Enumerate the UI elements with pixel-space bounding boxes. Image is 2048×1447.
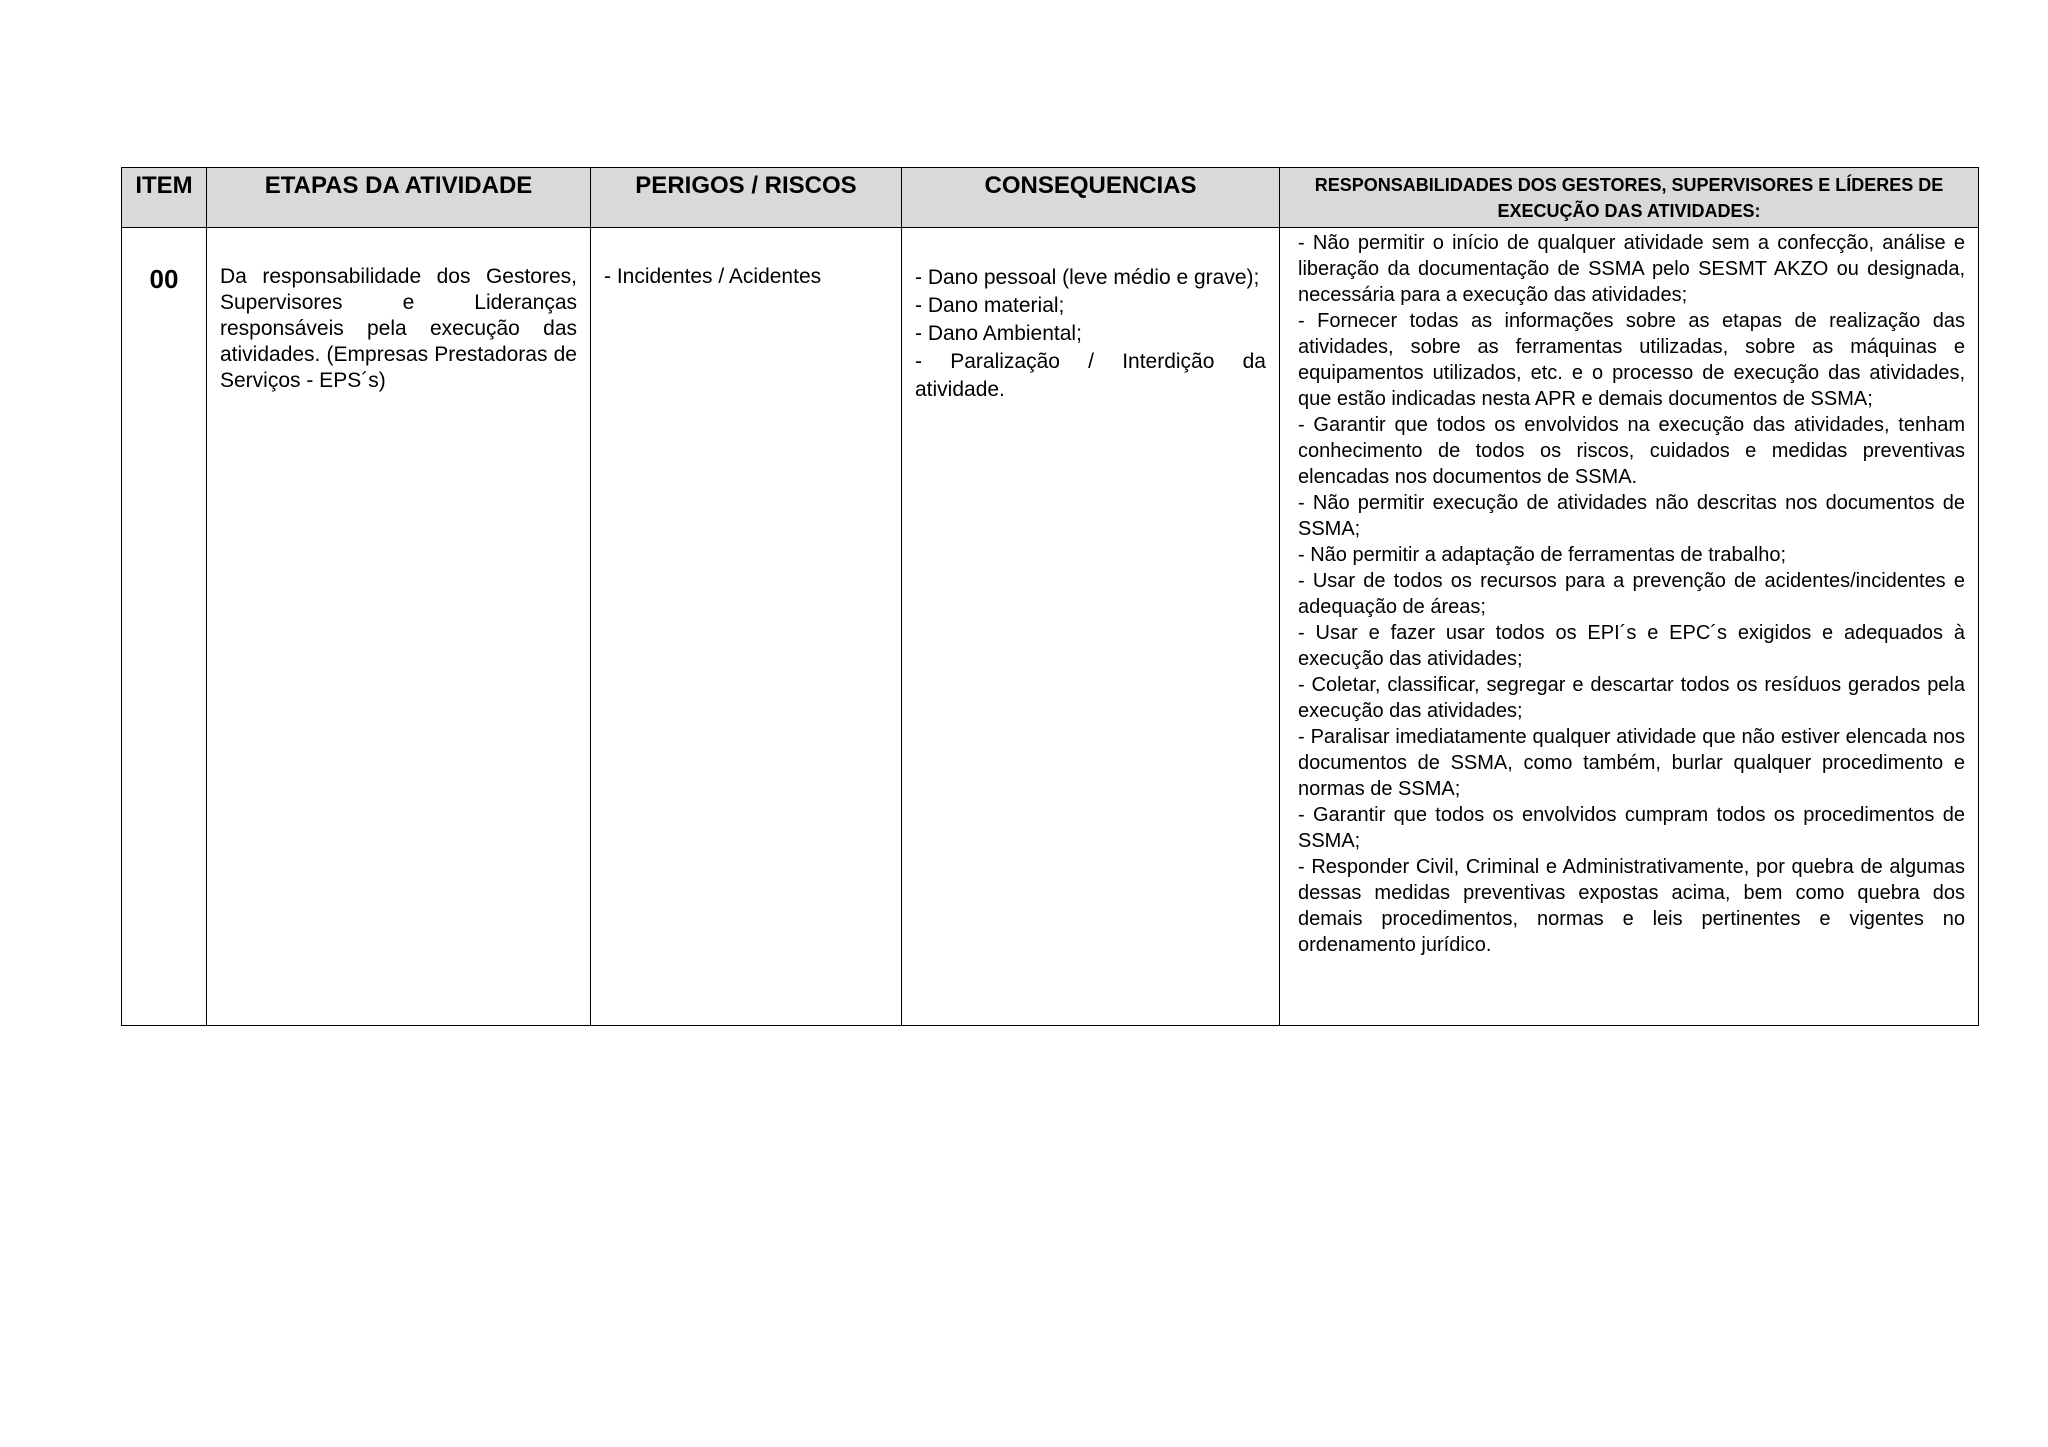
responsabilidade-item: - Usar de todos os recursos para a prevenção de acidentes/incidentes e adequação de áreas; — [1298, 570, 1965, 618]
consequencia-item: - Paralização / Interdição da atividade. — [915, 350, 1266, 401]
responsabilidade-item: - Não permitir execução de atividades não descritas nos documentos de SSMA; — [1298, 492, 1965, 540]
etapas-text: Da responsabilidade dos Gestores, Supervisores e Lideranças responsáveis pela execução das atividades. (Empresas Prestadoras de Serviços - EPS´s) — [207, 228, 591, 1026]
apr-table — [121, 167, 1979, 1026]
consequencia-item: - Dano Ambiental; — [915, 322, 1082, 345]
header-consequencias: CONSEQUENCIAS — [902, 168, 1280, 228]
consequencias-cell — [902, 228, 1280, 1026]
item-number: 00 — [122, 228, 207, 1026]
consequencia-item: - Dano pessoal (leve médio e grave); — [915, 266, 1260, 289]
table-row — [122, 228, 1979, 1026]
responsabilidade-item: - Não permitir a adaptação de ferramentas de trabalho; — [1298, 544, 1787, 566]
responsabilidade-item: - Não permitir o início de qualquer atividade sem a confecção, análise e liberação da documentação de SSMA pelo SESMT AKZO ou designada, necessária para a execução das atividades; — [1298, 232, 1965, 306]
header-perigos: PERIGOS / RISCOS — [591, 168, 902, 228]
header-row — [122, 168, 1979, 228]
responsabilidade-item: - Garantir que todos os envolvidos na execução das atividades, tenham conhecimento de todos os riscos, cuidados e medidas preventivas elencadas nos documentos de SSMA. — [1298, 414, 1965, 488]
responsabilidades-cell — [1280, 228, 1979, 1026]
consequencia-item: - Dano material; — [915, 294, 1065, 317]
responsabilidade-item: - Responder Civil, Criminal e Administrativamente, por quebra de algumas dessas medidas preventivas expostas acima, bem como quebra dos demais procedimentos, normas e leis pertinentes e vigentes no ordenamento jurídico. — [1298, 856, 1965, 956]
responsabilidade-item: - Fornecer todas as informações sobre as etapas de realização das atividades, sobre as ferramentas utilizadas, sobre as máquinas e equipamentos utilizados, etc. e o processo de execução das atividades, que estão indicadas nesta APR e demais documentos de SSMA; — [1298, 310, 1965, 410]
header-etapas: ETAPAS DA ATIVIDADE — [207, 168, 591, 228]
responsabilidade-item: - Paralisar imediatamente qualquer atividade que não estiver elencada nos documentos de SSMA, como também, burlar qualquer procedimento e normas de SSMA; — [1298, 726, 1965, 800]
perigos-text: - Incidentes / Acidentes — [591, 228, 902, 1026]
responsabilidade-item: - Garantir que todos os envolvidos cumpram todos os procedimentos de SSMA; — [1298, 804, 1965, 852]
responsabilidade-item: - Usar e fazer usar todos os EPI´s e EPC´s exigidos e adequados à execução das atividades; — [1298, 622, 1965, 670]
header-item: ITEM — [122, 168, 207, 228]
header-responsabilidades: RESPONSABILIDADES DOS GESTORES, SUPERVISORES E LÍDERES DE EXECUÇÃO DAS ATIVIDADES: — [1280, 168, 1979, 228]
responsabilidade-item: - Coletar, classificar, segregar e descartar todos os resíduos gerados pela execução das atividades; — [1298, 674, 1965, 722]
